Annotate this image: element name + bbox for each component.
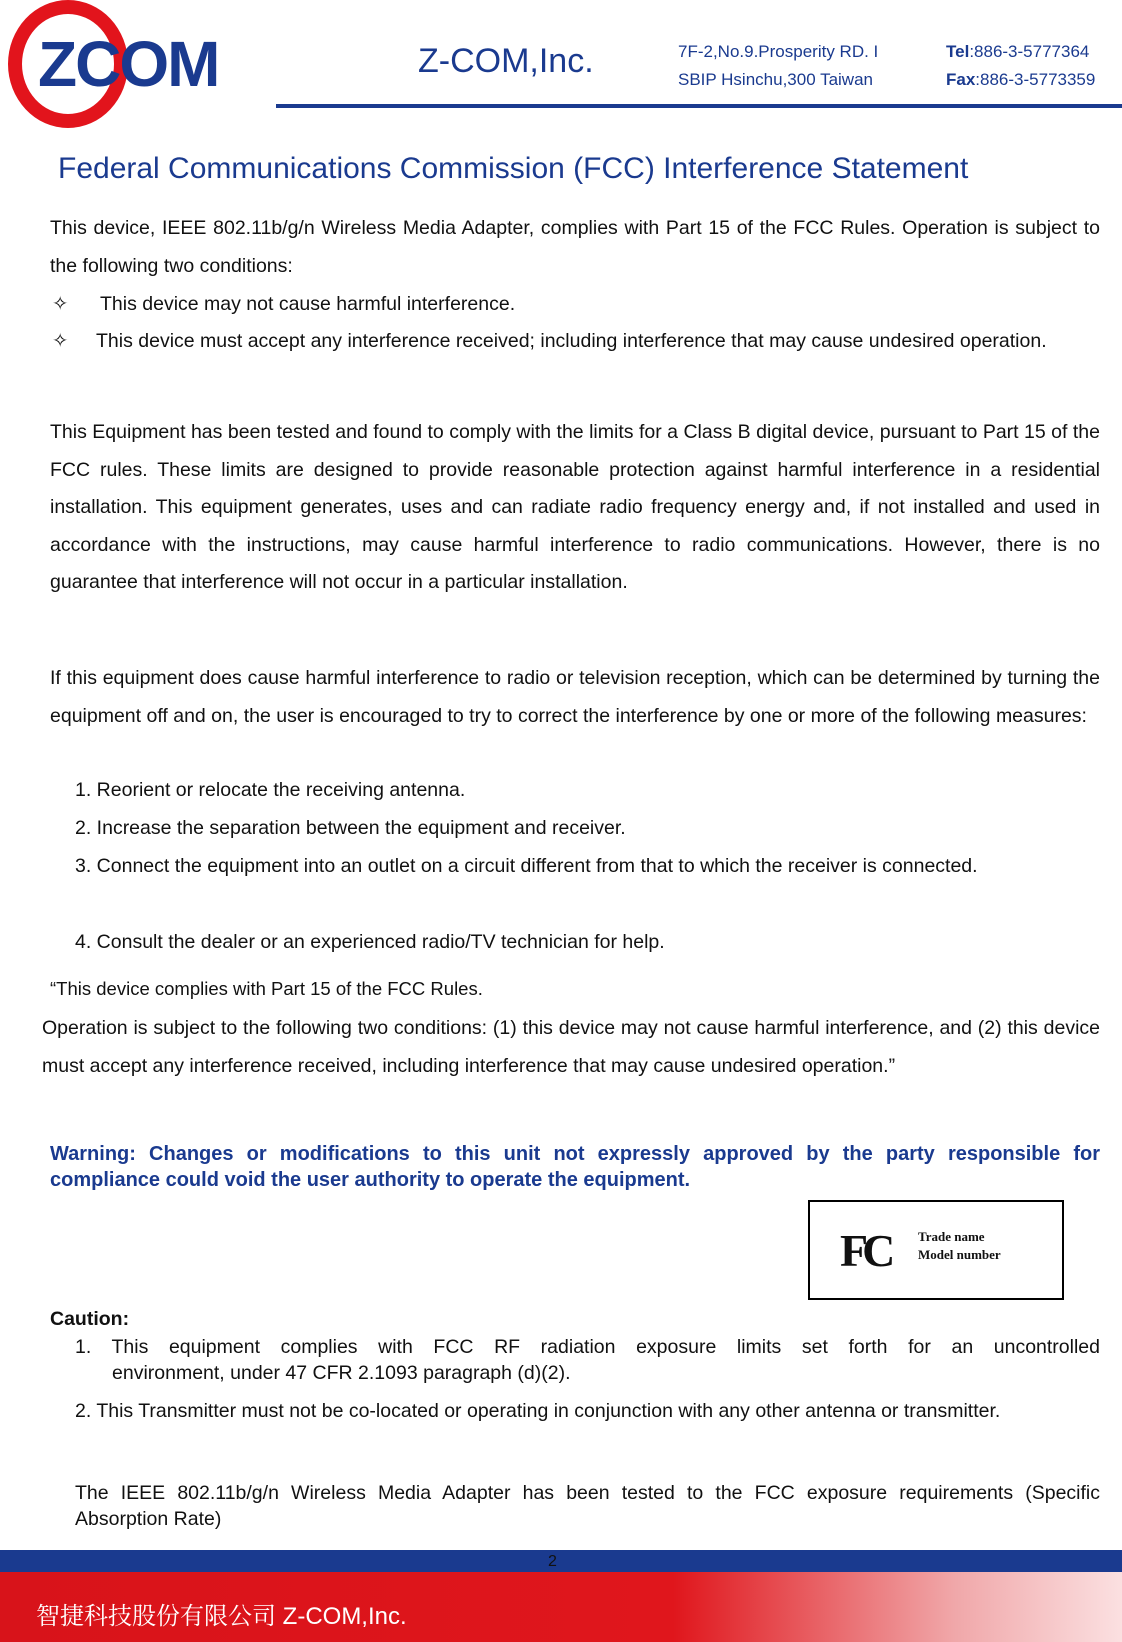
footer-company: 智捷科技股份有限公司 Z-COM,Inc. [36,1603,407,1630]
fcc-label-box [808,1200,1064,1300]
measure-4: 4. Consult the dealer or an experienced radio/TV technician for help. [75,931,665,953]
footer-bar-top [0,1550,1122,1572]
intro-paragraph: This device, IEEE 802.11b/g/n Wireless Media Adapter, complies with Part 15 of the FCC Rules. Operation is subject to the following two conditions: [50,217,1100,277]
condition-1: This device may not cause harmful interference. [100,293,516,315]
measures-intro: If this equipment does cause harmful interference to radio or television reception, which can be determined by turning the equipment off and on, the user is encouraged to try to correct the interference by one or more of the following measures: [50,667,1100,727]
contact-info [946,38,1095,94]
fcc-logo: FC [840,1225,890,1276]
model-number-label: Model number [918,1247,1001,1262]
caution-item-1: 1. This equipment complies with FCC RF radiation exposure limits set forth for an uncontrolled [75,1336,1100,1358]
tel-value: :886-3-5777364 [969,42,1090,61]
warning-text: Warning: Changes or modifications to this unit not expressly approved by the party responsible for compliance could void the user authority to operate the equipment. [50,1143,1100,1191]
caution-item-1-continued: environment, under 47 CFR 2.1093 paragraph (d)(2). [112,1362,571,1384]
fcc-label-lines [918,1228,1001,1264]
tel-label: Tel [946,42,970,61]
measure-3: 3. Connect the equipment into an outlet on a circuit different from that to which the receiver is connected. [75,855,978,877]
caution-item-2: 2. This Transmitter must not be co-located or operating in conjunction with any other antenna or transmitter. [75,1400,1001,1422]
caution-closing: The IEEE 802.11b/g/n Wireless Media Adapter has been tested to the FCC exposure requirements (Specific Absorption Rate) [75,1482,1100,1530]
diamond-bullet-icon: ✧ [52,330,69,352]
fax-line [946,66,1095,94]
logo: ZCOM [38,28,219,100]
quote-body: Operation is subject to the following two conditions: (1) this device may not cause harmful interference, and (2) this device must accept any interference received, including interference that may cause undesired operation.” [42,1017,1100,1077]
address-line-1: 7F-2,No.9.Prosperity RD. I [678,42,879,61]
page-number: 2 [548,1553,557,1570]
company-address [678,38,878,94]
class-b-paragraph: This Equipment has been tested and found to comply with the limits for a Class B digital device, pursuant to Part 15 of the FCC rules. These limits are designed to provide reasonable protection against harmful interference in a residential installation. This equipment generates, uses and can radiate radio frequency energy and, if not installed and used in accordance with the instructions, may cause harmful interference to radio communications. However, there is no guarantee that interference will not occur in a particular installation. [50,421,1100,593]
condition-2: This device must accept any interference received; including interference that may cause undesired operation. [96,330,1047,352]
page-title: Federal Communications Commission (FCC) Interference Statement [58,152,969,185]
fax-label: Fax [946,70,976,89]
trade-name-label: Trade name [918,1229,985,1244]
tel-line [946,38,1095,66]
company-name: Z-COM,Inc. [418,42,594,80]
diamond-bullet-icon: ✧ [52,293,69,315]
quote-first-line: “This device complies with Part 15 of the FCC Rules. [50,978,483,999]
address-line-2: SBIP Hsinchu,300 Taiwan [678,70,873,89]
measure-1: 1. Reorient or relocate the receiving antenna. [75,779,466,801]
header-divider [276,104,1122,108]
fax-value: :886-3-5773359 [975,70,1096,89]
measure-2: 2. Increase the separation between the equipment and receiver. [75,817,626,839]
caution-title: Caution: [50,1308,130,1330]
